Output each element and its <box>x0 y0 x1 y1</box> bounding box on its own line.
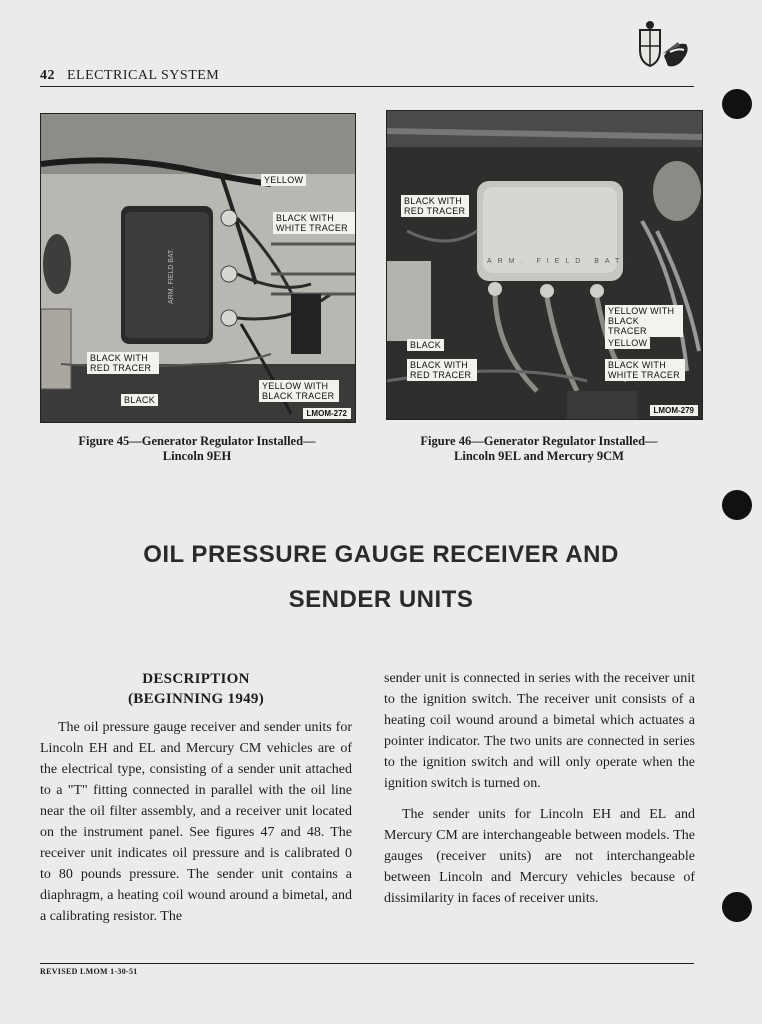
regulator-terminal-text-45: ARM. FIELD BAT. <box>168 248 175 304</box>
header-rule <box>40 86 694 87</box>
figure-45-caption <box>40 434 354 464</box>
binder-hole <box>722 490 752 520</box>
label-black-with-red-tracer-top: BLACK WITH RED TRACER <box>401 195 469 217</box>
label-black-with-white-tracer: BLACK WITH WHITE TRACER <box>605 359 685 381</box>
label-yellow: YELLOW <box>605 337 650 349</box>
label-yellow-with-black-tracer: YELLOW WITH BLACK TRACER <box>605 305 683 337</box>
section-heading-line2: (BEGINNING 1949) <box>127 691 265 707</box>
figure-46-caption <box>386 434 692 464</box>
regulator-terminal-text-46: ARM. FIELD BAT. <box>487 258 633 265</box>
text-column-right <box>384 668 695 909</box>
figure-46-caption-line2: Lincoln 9EL and Mercury 9CM <box>454 449 624 463</box>
label-black-with-red-tracer: BLACK WITH RED TRACER <box>407 359 477 381</box>
figure-46-id: LMOM-279 <box>650 405 698 416</box>
lincoln-mercury-logo-icon <box>634 16 694 78</box>
main-title-line1: OIL PRESSURE GAUGE RECEIVER AND <box>143 541 619 568</box>
figure-46-photo <box>386 110 703 420</box>
footer-rule <box>40 963 694 964</box>
page-header <box>40 68 219 84</box>
figure-45-caption-line1: Figure 45—Generator Regulator Installed— <box>78 434 316 448</box>
label-yellow: YELLOW <box>261 174 306 186</box>
label-black-with-red-tracer: BLACK WITH RED TRACER <box>87 352 159 374</box>
section-heading-line1: DESCRIPTION <box>142 671 250 687</box>
binder-hole <box>722 892 752 922</box>
figure-45-caption-line2: Lincoln 9EH <box>162 449 232 463</box>
figure-45-photo <box>40 113 356 423</box>
label-black-with-white-tracer: BLACK WITH WHITE TRACER <box>273 212 355 234</box>
label-black: BLACK <box>407 339 444 351</box>
paragraph-3: The sender units for Lincoln EH and EL and Mercury CM are interchangeable between models. The gauges (receiver units) are not interchangeable between Lincoln and Mercury vehicles because of dissimilarity in faces of receiver units. <box>384 807 695 906</box>
section-title: ELECTRICAL SYSTEM <box>67 68 220 83</box>
text-column-left <box>40 669 352 927</box>
footer-revision: REVISED LMOM 1-30-51 <box>40 967 138 976</box>
figure-46-caption-line1: Figure 46—Generator Regulator Installed— <box>420 434 658 448</box>
paragraph-1: The oil pressure gauge receiver and sender units for Lincoln EH and EL and Mercury CM vehicles are of the electrical type, consisting of a sender unit attached to a "T" fitting connected in parallel with the oil line near the oil filter assembly, and a receiver unit located on the instrument panel. See figures 47 and 48. The receiver unit indicates oil pressure and is calibrated 0 to 80 pounds pressure. The sender unit contains a diaphragm, a heating coil wound around a bimetal, and a calibrating resistor. The <box>40 720 352 924</box>
paragraph-2: sender unit is connected in series with the receiver unit to the ignition switch. The receiver unit consists of a heating coil wound around a bimetal which actuates a pointer indicator. The two units are connected in series to the ignition switch and will only operate when the ignition switch is turned on. <box>384 671 695 791</box>
binder-hole <box>722 89 752 119</box>
label-yellow-with-black-tracer: YELLOW WITH BLACK TRACER <box>259 380 339 402</box>
main-title-line2: SENDER UNITS <box>288 586 474 613</box>
label-black: BLACK <box>121 394 158 406</box>
figure-45-id: LMOM-272 <box>303 408 351 419</box>
page-number: 42 <box>40 68 55 83</box>
section-heading <box>40 669 352 709</box>
